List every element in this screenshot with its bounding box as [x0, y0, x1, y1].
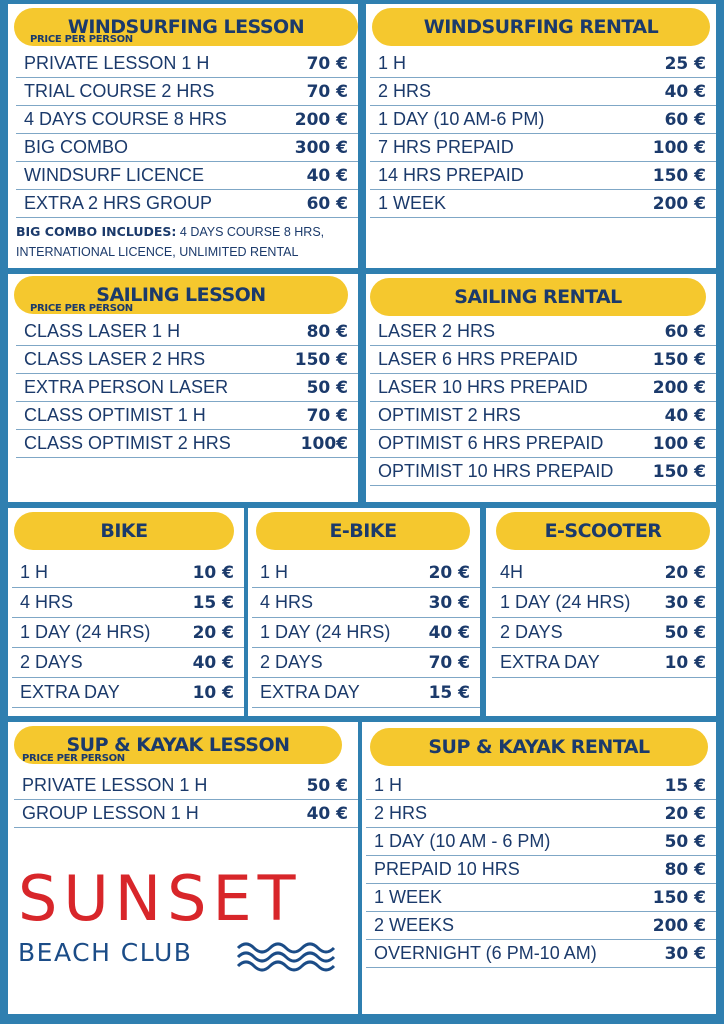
price-row — [252, 588, 480, 618]
item-label: 2 DAYS — [20, 652, 83, 672]
price-row — [14, 800, 358, 828]
item-label: 1 H — [374, 775, 403, 795]
item-label: EXTRA DAY — [260, 682, 360, 702]
price-row — [492, 588, 716, 618]
item-label: 1 DAY (24 HRS) — [20, 622, 151, 642]
item-label: OPTIMIST 10 HRS PREPAID — [378, 461, 614, 481]
item-label: 4H — [500, 562, 524, 582]
item-price: 300 € — [294, 137, 348, 158]
section-title: SUP & KAYAK LESSON — [14, 726, 342, 764]
price-list — [366, 722, 716, 1014]
item-label: EXTRA 2 HRS GROUP — [24, 193, 213, 213]
price-row — [492, 618, 716, 648]
price-row — [16, 346, 358, 374]
sailing-lesson-panel — [8, 274, 358, 502]
item-label: 1 DAY (10 AM-6 PM) — [378, 109, 545, 129]
combo-note — [16, 222, 350, 262]
item-price: 40 € — [428, 622, 470, 643]
price-row — [370, 374, 716, 402]
price-row — [16, 402, 358, 430]
item-price: 10 € — [192, 562, 234, 583]
price-row — [16, 78, 358, 106]
item-price: 200 € — [652, 193, 706, 214]
item-label: LASER 2 HRS — [378, 321, 496, 341]
item-label: OVERNIGHT (6 PM-10 AM) — [374, 943, 597, 963]
item-price: 40 € — [306, 165, 348, 186]
item-price: 100€ — [300, 433, 348, 454]
item-label: CLASS LASER 1 H — [24, 321, 181, 341]
price-row — [12, 618, 244, 648]
item-price: 60 € — [664, 321, 706, 342]
sup-kayak-rental-panel — [362, 722, 716, 1014]
item-label: 1 WEEK — [374, 887, 443, 907]
item-price: 20 € — [192, 622, 234, 643]
item-label: 14 HRS PREPAID — [378, 165, 524, 185]
price-row — [16, 134, 358, 162]
item-price: 50 € — [664, 622, 706, 643]
item-price: 50 € — [664, 831, 706, 852]
price-row — [252, 558, 480, 588]
item-label: CLASS LASER 2 HRS — [24, 349, 206, 369]
bike-panel — [8, 508, 244, 716]
item-label: LASER 6 HRS PREPAID — [378, 349, 578, 369]
combo-note-text: 4 DAYS COURSE 8 HRS, INTERNATIONAL LICENCE, UNLIMITED RENTAL — [16, 225, 325, 259]
price-row — [12, 648, 244, 678]
price-row — [14, 772, 358, 800]
item-price: 25 € — [664, 53, 706, 74]
item-label: 1 H — [260, 562, 289, 582]
item-price: 150 € — [294, 349, 348, 370]
item-price: 40 € — [306, 803, 348, 824]
item-label: EXTRA DAY — [500, 652, 600, 672]
item-label: LASER 10 HRS PREPAID — [378, 377, 588, 397]
price-row — [16, 430, 358, 458]
price-row — [492, 648, 716, 678]
item-price: 30 € — [664, 592, 706, 613]
item-label: OPTIMIST 6 HRS PREPAID — [378, 433, 604, 453]
price-per-person-label: PRICE PER PERSON — [30, 34, 133, 45]
price-row — [370, 430, 716, 458]
price-row — [366, 856, 716, 884]
section-title: WINDSURFING RENTAL — [372, 8, 710, 46]
logo-sunset: SUNSET — [18, 862, 302, 935]
price-row — [370, 190, 716, 218]
sailing-rental-panel — [366, 274, 716, 502]
price-row — [366, 940, 716, 968]
price-row — [16, 374, 358, 402]
price-row — [252, 618, 480, 648]
item-label: 1 DAY (24 HRS) — [500, 592, 631, 612]
price-row — [16, 190, 358, 218]
price-row — [370, 346, 716, 374]
item-price: 60 € — [306, 193, 348, 214]
item-label: 1 H — [20, 562, 49, 582]
item-label: 1 DAY (10 AM - 6 PM) — [374, 831, 551, 851]
item-price: 70 € — [306, 53, 348, 74]
price-row — [252, 648, 480, 678]
item-price: 80 € — [306, 321, 348, 342]
price-row — [12, 678, 244, 708]
item-label: WINDSURF LICENCE — [24, 165, 205, 185]
price-row — [12, 558, 244, 588]
escooter-panel — [486, 508, 716, 716]
item-label: GROUP LESSON 1 H — [22, 803, 199, 823]
item-price: 100 € — [652, 137, 706, 158]
windsurfing-lesson-panel — [8, 4, 358, 268]
item-label: 2 HRS — [374, 803, 428, 823]
item-label: 2 DAYS — [500, 622, 563, 642]
price-list — [16, 274, 358, 502]
price-row — [16, 50, 358, 78]
section-title: BIKE — [14, 512, 234, 550]
item-label: TRIAL COURSE 2 HRS — [24, 81, 215, 101]
price-row — [16, 162, 358, 190]
item-label: EXTRA PERSON LASER — [24, 377, 229, 397]
combo-note-bold: BIG COMBO INCLUDES: — [16, 224, 177, 239]
item-price: 15 € — [192, 592, 234, 613]
item-label: PRIVATE LESSON 1 H — [22, 775, 208, 795]
price-list — [492, 508, 716, 716]
section-title: WINDSURFING LESSON — [14, 8, 358, 46]
price-row — [366, 772, 716, 800]
item-price: 50 € — [306, 775, 348, 796]
item-label: CLASS OPTIMIST 1 H — [24, 405, 206, 425]
item-price: 40 € — [664, 81, 706, 102]
item-label: 1 WEEK — [378, 193, 447, 213]
item-price: 30 € — [428, 592, 470, 613]
item-price: 40 € — [664, 405, 706, 426]
item-price: 70 € — [306, 81, 348, 102]
item-label: EXTRA DAY — [20, 682, 120, 702]
item-price: 30 € — [664, 943, 706, 964]
item-label: OPTIMIST 2 HRS — [378, 405, 521, 425]
price-row — [252, 678, 480, 708]
item-price: 50 € — [306, 377, 348, 398]
price-row — [366, 884, 716, 912]
section-title: E-SCOOTER — [496, 512, 710, 550]
item-price: 10 € — [192, 682, 234, 703]
section-title: SUP & KAYAK RENTAL — [370, 728, 708, 766]
item-label: CLASS OPTIMIST 2 HRS — [24, 433, 231, 453]
item-label: 2 HRS — [378, 81, 432, 101]
item-label: 7 HRS PREPAID — [378, 137, 514, 157]
item-label: PRIVATE LESSON 1 H — [24, 53, 210, 73]
price-list — [370, 4, 716, 268]
price-list — [12, 508, 244, 716]
item-price: 40 € — [192, 652, 234, 673]
price-row — [366, 912, 716, 940]
item-price: 70 € — [428, 652, 470, 673]
price-row — [12, 588, 244, 618]
price-row — [370, 50, 716, 78]
item-label: PREPAID 10 HRS — [374, 859, 520, 879]
item-price: 20 € — [664, 803, 706, 824]
windsurfing-rental-panel — [366, 4, 716, 268]
item-price: 100 € — [652, 433, 706, 454]
item-price: 150 € — [652, 887, 706, 908]
price-row — [370, 162, 716, 190]
item-price: 10 € — [664, 652, 706, 673]
item-price: 200 € — [294, 109, 348, 130]
item-price: 15 € — [428, 682, 470, 703]
ebike-panel — [248, 508, 480, 716]
price-row — [370, 318, 716, 346]
item-price: 200 € — [652, 377, 706, 398]
price-row — [370, 458, 716, 486]
price-per-person-label: PRICE PER PERSON — [30, 303, 133, 314]
item-label: 4 DAYS COURSE 8 HRS — [24, 109, 227, 129]
item-price: 60 € — [664, 109, 706, 130]
price-per-person-label: PRICE PER PERSON — [22, 753, 125, 764]
waves-icon — [236, 940, 340, 972]
item-label: BIG COMBO — [24, 137, 129, 157]
item-price: 20 € — [664, 562, 706, 583]
item-price: 150 € — [652, 461, 706, 482]
section-title: SAILING RENTAL — [370, 278, 706, 316]
item-label: 1 H — [378, 53, 407, 73]
price-row — [16, 106, 358, 134]
price-row — [370, 402, 716, 430]
item-price: 15 € — [664, 775, 706, 796]
price-list — [252, 508, 480, 716]
price-row — [366, 800, 716, 828]
item-price: 80 € — [664, 859, 706, 880]
item-label: 2 WEEKS — [374, 915, 455, 935]
price-row — [370, 106, 716, 134]
price-row — [492, 558, 716, 588]
item-price: 200 € — [652, 915, 706, 936]
price-row — [16, 318, 358, 346]
item-price: 70 € — [306, 405, 348, 426]
item-label: 4 HRS — [260, 592, 314, 612]
price-list — [370, 274, 716, 502]
item-price: 150 € — [652, 165, 706, 186]
price-row — [366, 828, 716, 856]
section-title: SAILING LESSON — [14, 276, 348, 314]
item-price: 20 € — [428, 562, 470, 583]
item-label: 2 DAYS — [260, 652, 323, 672]
price-row — [370, 134, 716, 162]
item-price: 150 € — [652, 349, 706, 370]
logo-beach-club: BEACH CLUB — [18, 938, 193, 967]
price-row — [370, 78, 716, 106]
section-title: E-BIKE — [256, 512, 470, 550]
item-label: 1 DAY (24 HRS) — [260, 622, 391, 642]
item-label: 4 HRS — [20, 592, 74, 612]
